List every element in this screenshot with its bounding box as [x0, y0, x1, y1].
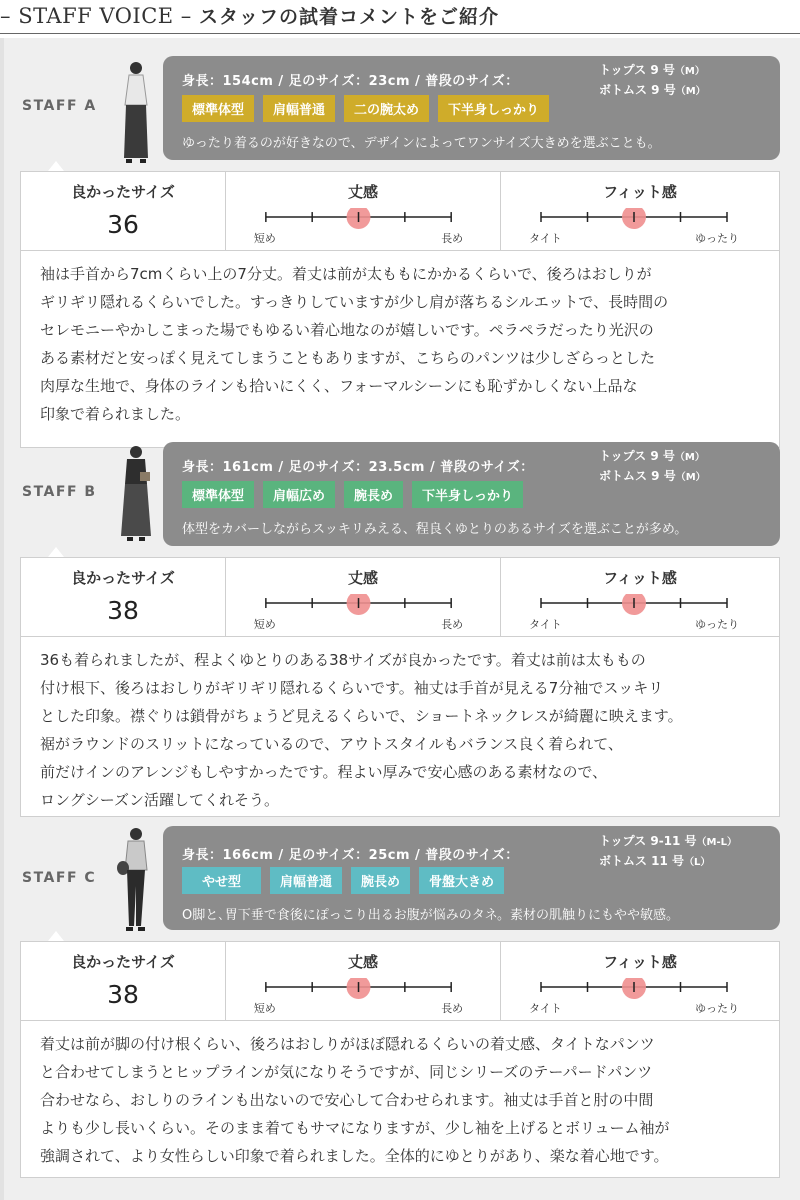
- staff-photo-c: [114, 826, 160, 936]
- fit-cell: [501, 172, 779, 251]
- usual-sizes: [599, 61, 706, 101]
- title-jp: スタッフの試着コメントをご紹介: [198, 6, 499, 28]
- good-size-label: 良かったサイズ: [71, 953, 175, 971]
- bottoms-size: ボトムス 9 号: [599, 83, 676, 97]
- speech-pointer: [48, 161, 64, 171]
- profile-measurements: 身長：154cm / 足のサイズ：23cm / 普段のサイズ：: [182, 74, 519, 89]
- length-label: 丈感: [347, 183, 378, 201]
- comment-line: 裾がラウンドのスリットになっているので、アウトスタイルもバランス良く着られて、: [40, 735, 623, 753]
- good-size-cell: [21, 172, 226, 251]
- scale-max-label: ゆったり: [695, 1002, 739, 1015]
- comment-line: 印象で着られました。: [40, 405, 191, 423]
- good-size-label: 良かったサイズ: [71, 183, 175, 201]
- comment-line: セレモニーやかしこまった場でもゆるい着心地なのが嬉しいです。ペラペラだったり光沢の: [40, 321, 654, 339]
- bottoms-size-letter: （M）: [675, 86, 706, 97]
- scale-max-label: ゆったり: [695, 618, 739, 631]
- review-comment: [40, 260, 768, 428]
- good-size-value: 38: [107, 596, 139, 625]
- good-size-label: 良かったサイズ: [71, 569, 175, 587]
- length-scale: [226, 594, 500, 634]
- fit-label: フィット感: [603, 569, 677, 587]
- length-label: 丈感: [347, 953, 378, 971]
- good-size-value: 36: [107, 210, 139, 239]
- profile-note: O脚と､胃下垂で食後にぽっこり出るお腹が悩みのタネ。素材の肌触りにもやや敏感。: [182, 908, 679, 923]
- rating-row: [21, 942, 779, 1021]
- tag: 腕長め: [351, 867, 410, 894]
- tag: 二の腕太め: [344, 95, 429, 122]
- comment-line: 前だけインのアレンジもしやすかったです。程よい厚みで安心感のある素材なので、: [40, 763, 608, 781]
- body-type-tags: [182, 95, 549, 122]
- tag: 下半身しっかり: [412, 481, 523, 508]
- fit-label: フィット感: [603, 183, 677, 201]
- good-size-cell: [21, 942, 226, 1021]
- tops-size: トップス 9 号: [599, 63, 675, 77]
- staff-photo-a: [114, 60, 160, 170]
- tag: 骨盤大きめ: [419, 867, 504, 894]
- usual-sizes: [599, 447, 706, 487]
- fit-scale: [501, 594, 779, 634]
- scale-max-label: 長め: [441, 231, 464, 245]
- rating-row: [21, 558, 779, 637]
- tag: 標準体型: [182, 481, 254, 508]
- title-en: STAFF VOICE: [18, 4, 174, 28]
- staff-profile: [163, 56, 780, 160]
- body-type-tags: [182, 481, 523, 508]
- fit-cell: [501, 558, 779, 637]
- comment-line: と合わせてしまうとヒップラインが気になりそうですが、同じシリーズのテーパードパンツ: [40, 1063, 653, 1081]
- comment-line: 袖は手首から7cmくらい上の7分丈。着丈は前が太ももにかかるくらいで、後ろはおしりが: [40, 265, 652, 283]
- review-comment: [40, 646, 768, 814]
- staff-profile: [163, 442, 780, 546]
- review-comment: [40, 1030, 768, 1170]
- tag: 肩幅普通: [270, 867, 342, 894]
- scale-min-label: 短め: [253, 231, 276, 245]
- fit-scale: [501, 208, 779, 248]
- tops-size-letter: （M-L）: [696, 837, 738, 848]
- bottoms-size: ボトムス 9 号: [599, 469, 676, 483]
- fit-label: フィット感: [603, 953, 677, 971]
- bottoms-size-letter: （L）: [684, 857, 711, 868]
- scale-min-label: 短め: [253, 617, 276, 631]
- staff-name: STAFF B: [22, 484, 97, 500]
- scale-max-label: 長め: [441, 617, 464, 631]
- tag: 標準体型: [182, 95, 254, 122]
- comment-line: ある素材だと安っぽく見えてしまうこともありますが、こちらのパンツは少しざらっとした: [40, 349, 656, 367]
- speech-pointer: [48, 931, 64, 941]
- comment-line: 合わせなら、おしりのラインも出ないので安心して合わせられます。袖丈は手首と肘の中間: [40, 1091, 654, 1109]
- tag: 下半身しっかり: [438, 95, 549, 122]
- rating-row: [21, 172, 779, 251]
- bottoms-size-letter: （M）: [675, 472, 706, 483]
- scale-max-label: 長め: [441, 1001, 464, 1015]
- comment-line: ギリギリ隠れるくらいでした。すっきりしていますが少し肩が落ちるシルエットで、長時間の: [40, 293, 669, 311]
- profile-note: 体型をカバーしながらスッキリみえる、程良くゆとりのあるサイズを選ぶことが多め。: [182, 522, 688, 537]
- usual-sizes: [599, 832, 737, 872]
- fit-scale: [501, 978, 779, 1018]
- profile-measurements: 身長：166cm / 足のサイズ：25cm / 普段のサイズ：: [182, 848, 519, 863]
- good-size-cell: [21, 558, 226, 637]
- length-cell: [226, 942, 501, 1021]
- scale-min-label: タイト: [529, 232, 562, 245]
- length-cell: [226, 172, 501, 251]
- comment-line: 肉厚な生地で、身体のラインも拾いにくく、フォーマルシーンにも恥ずかしくない上品な: [40, 377, 638, 395]
- scale-min-label: タイト: [529, 618, 562, 631]
- tops-size-letter: （M）: [674, 66, 705, 77]
- scale-max-label: ゆったり: [695, 232, 739, 245]
- length-scale: [226, 208, 500, 248]
- comment-line: 36も着られましたが、程よくゆとりのある38サイズが良かったです。着丈は前は太ももの: [40, 651, 646, 669]
- body-type-tags: [182, 867, 504, 894]
- tag: やせ型: [182, 867, 261, 894]
- comment-line: 強調されて、より女性らしい印象で着られました。全体的にゆとりがあり、楽な着心地です。: [40, 1147, 669, 1165]
- length-scale: [226, 978, 500, 1018]
- speech-pointer: [48, 547, 64, 557]
- staff-name: STAFF A: [22, 98, 97, 114]
- header-rule: [0, 33, 800, 34]
- section-title: – STAFF VOICE – スタッフの試着コメントをご紹介: [0, 4, 499, 28]
- staff-photo-b: [114, 444, 160, 554]
- tag: 肩幅普通: [263, 95, 335, 122]
- staff-name: STAFF C: [22, 870, 97, 886]
- scale-min-label: 短め: [253, 1001, 276, 1015]
- comment-line: ロングシーズン活躍してくれそう。: [40, 791, 279, 809]
- scale-min-label: タイト: [529, 1002, 562, 1015]
- length-cell: [226, 558, 501, 637]
- tag: 肩幅広め: [263, 481, 335, 508]
- fit-cell: [501, 942, 779, 1021]
- review-card: [20, 941, 780, 1178]
- profile-note: ゆったり着るのが好きなので、デザインによってワンサイズ大きめを選ぶことも。: [182, 136, 661, 151]
- tag: 腕長め: [344, 481, 403, 508]
- review-card: [20, 557, 780, 817]
- comment-line: 着丈は前が脚の付け根くらい、後ろはおしりがほぼ隠れるくらいの着丈感、タイトなパンツ: [40, 1035, 655, 1053]
- review-card: [20, 171, 780, 448]
- good-size-value: 38: [107, 980, 139, 1009]
- comment-line: 付け根下、後ろはおしりがギリギリ隠れるくらいです。袖丈は手首が見える7分袖でスッキリ: [40, 679, 664, 697]
- comment-line: とした印象。襟ぐりは鎖骨がちょうど見えるくらいで、ショートネックレスが綺麗に映えます。: [40, 707, 683, 725]
- section-header: [0, 0, 800, 34]
- comment-line: よりも少し長いくらい。そのまま着てもサマになりますが、少し袖を上げるとボリューム袖が: [40, 1119, 670, 1137]
- tops-size: トップス 9-11 号: [599, 834, 697, 848]
- profile-measurements: 身長：161cm / 足のサイズ：23.5cm / 普段のサイズ：: [182, 460, 534, 475]
- tops-size-letter: （M）: [674, 452, 705, 463]
- length-label: 丈感: [347, 569, 378, 587]
- tops-size: トップス 9 号: [599, 449, 675, 463]
- bottoms-size: ボトムス 11 号: [599, 854, 685, 868]
- staff-profile: [163, 826, 780, 930]
